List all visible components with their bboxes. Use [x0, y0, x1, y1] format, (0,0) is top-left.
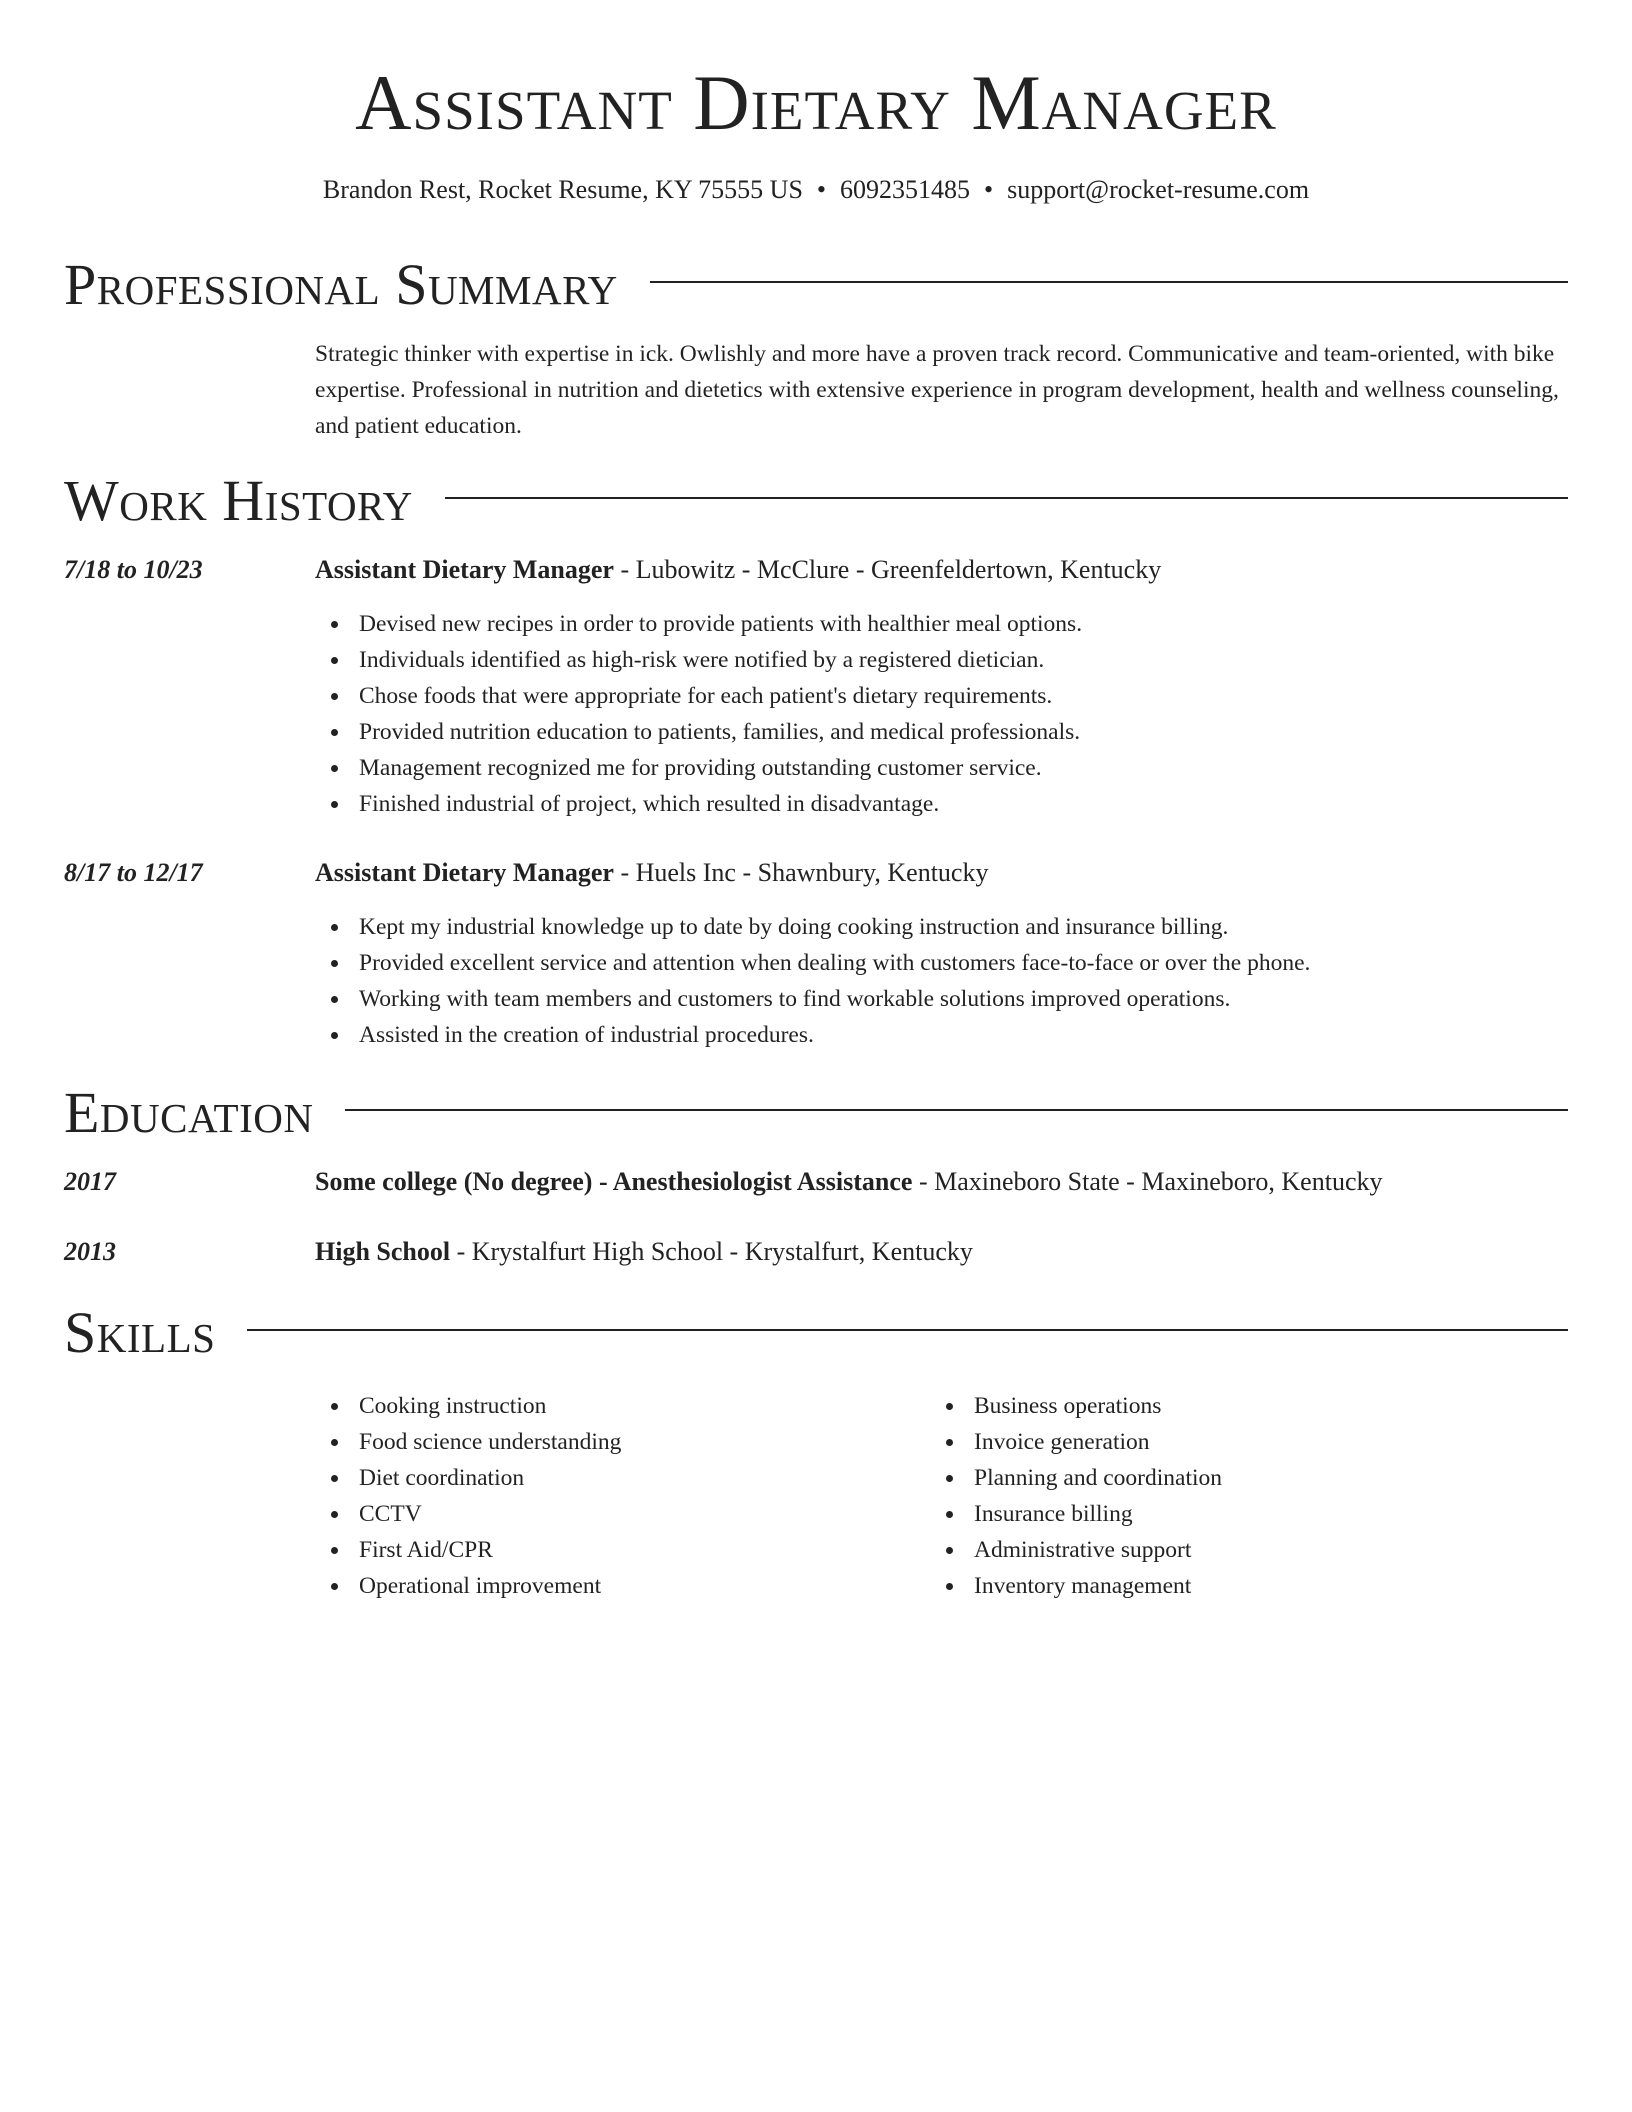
contact-email: support@rocket-resume.com [1007, 175, 1310, 204]
job-heading [315, 855, 988, 891]
skill-item: Administrative support [974, 1532, 1222, 1568]
work-section-header [64, 468, 1568, 534]
contact-line [64, 172, 1568, 208]
list-item: Working with team members and customers to find workable solutions improved operations. [359, 981, 1310, 1017]
section-divider [247, 1329, 1568, 1331]
skills-list-right [930, 1388, 1222, 1604]
skill-item: CCTV [359, 1496, 621, 1532]
section-divider [345, 1109, 1568, 1111]
list-item: Devised new recipes in order to provide patients with healthier meal options. [359, 606, 1082, 642]
skill-item: First Aid/CPR [359, 1532, 621, 1568]
job-employer: - Huels Inc - Shawnbury, Kentucky [613, 858, 989, 887]
list-item: Chose foods that were appropriate for each patient's dietary requirements. [359, 678, 1082, 714]
contact-address: Brandon Rest, Rocket Resume, KY 75555 US [322, 175, 803, 204]
education-entry [315, 1234, 973, 1270]
section-divider [445, 497, 1568, 499]
skill-item: Business operations [974, 1388, 1222, 1424]
contact-phone: 6092351485 [840, 175, 971, 204]
job-dates: 8/17 to 12/17 [64, 858, 203, 887]
education-school: - Maxineboro State - Maxineboro, Kentucky [912, 1167, 1383, 1196]
skills-section-header [64, 1300, 1568, 1366]
list-item: Management recognized me for providing outstanding customer service. [359, 750, 1082, 786]
skill-item: Operational improvement [359, 1568, 621, 1604]
job-heading [315, 552, 1161, 588]
list-item: Assisted in the creation of industrial procedures. [359, 1017, 1310, 1053]
education-section-header [64, 1080, 1568, 1146]
summary-text: Strategic thinker with expertise in ick. Owlishly and more have a proven track record. Communicative and team-oriented, with bike expertise. Professional in nutrition and dietetics with extensive experience in program development, health and wellness counseling, and patient education. [315, 341, 1559, 439]
list-item: Provided excellent service and attention when dealing with customers face-to-face or over the phone. [359, 945, 1310, 981]
education-entry [315, 1164, 1382, 1200]
skills-list-left [315, 1388, 621, 1604]
skills-heading: Skills [64, 1300, 216, 1365]
list-item: Finished industrial of project, which resulted in disadvantage. [359, 786, 1082, 822]
list-item: Kept my industrial knowledge up to date by doing cooking instruction and insurance billing. [359, 909, 1310, 945]
resume-title: Assistant Dietary Manager [355, 59, 1277, 146]
work-heading: Work History [64, 468, 413, 533]
job-bullets [315, 909, 1310, 1053]
education-school: - Krystalfurt High School - Krystalfurt, Kentucky [450, 1237, 973, 1266]
list-item: Provided nutrition education to patients, families, and medical professionals. [359, 714, 1082, 750]
skill-item: Invoice generation [974, 1424, 1222, 1460]
skill-item: Inventory management [974, 1568, 1222, 1604]
summary-section-header [64, 252, 1568, 318]
job-employer: - Lubowitz - McClure - Greenfeldertown, Kentucky [613, 555, 1162, 584]
skill-item: Cooking instruction [359, 1388, 621, 1424]
skill-item: Food science understanding [359, 1424, 621, 1460]
job-title: Assistant Dietary Manager [315, 858, 614, 887]
skill-item: Planning and coordination [974, 1460, 1222, 1496]
education-year: 2017 [64, 1167, 116, 1196]
education-year: 2013 [64, 1237, 116, 1266]
skill-item: Diet coordination [359, 1460, 621, 1496]
education-degree: Some college (No degree) - Anesthesiologist Assistance [315, 1167, 913, 1196]
job-bullets [315, 606, 1082, 822]
skill-item: Insurance billing [974, 1496, 1222, 1532]
summary-heading: Professional Summary [64, 252, 618, 317]
education-degree: High School [315, 1237, 451, 1266]
education-heading: Education [64, 1080, 314, 1145]
job-title: Assistant Dietary Manager [315, 555, 614, 584]
list-item: Individuals identified as high-risk were notified by a registered dietician. [359, 642, 1082, 678]
section-divider [650, 281, 1568, 283]
contact-separator: • [816, 175, 827, 204]
job-dates: 7/18 to 10/23 [64, 555, 203, 584]
contact-separator: • [984, 175, 994, 204]
